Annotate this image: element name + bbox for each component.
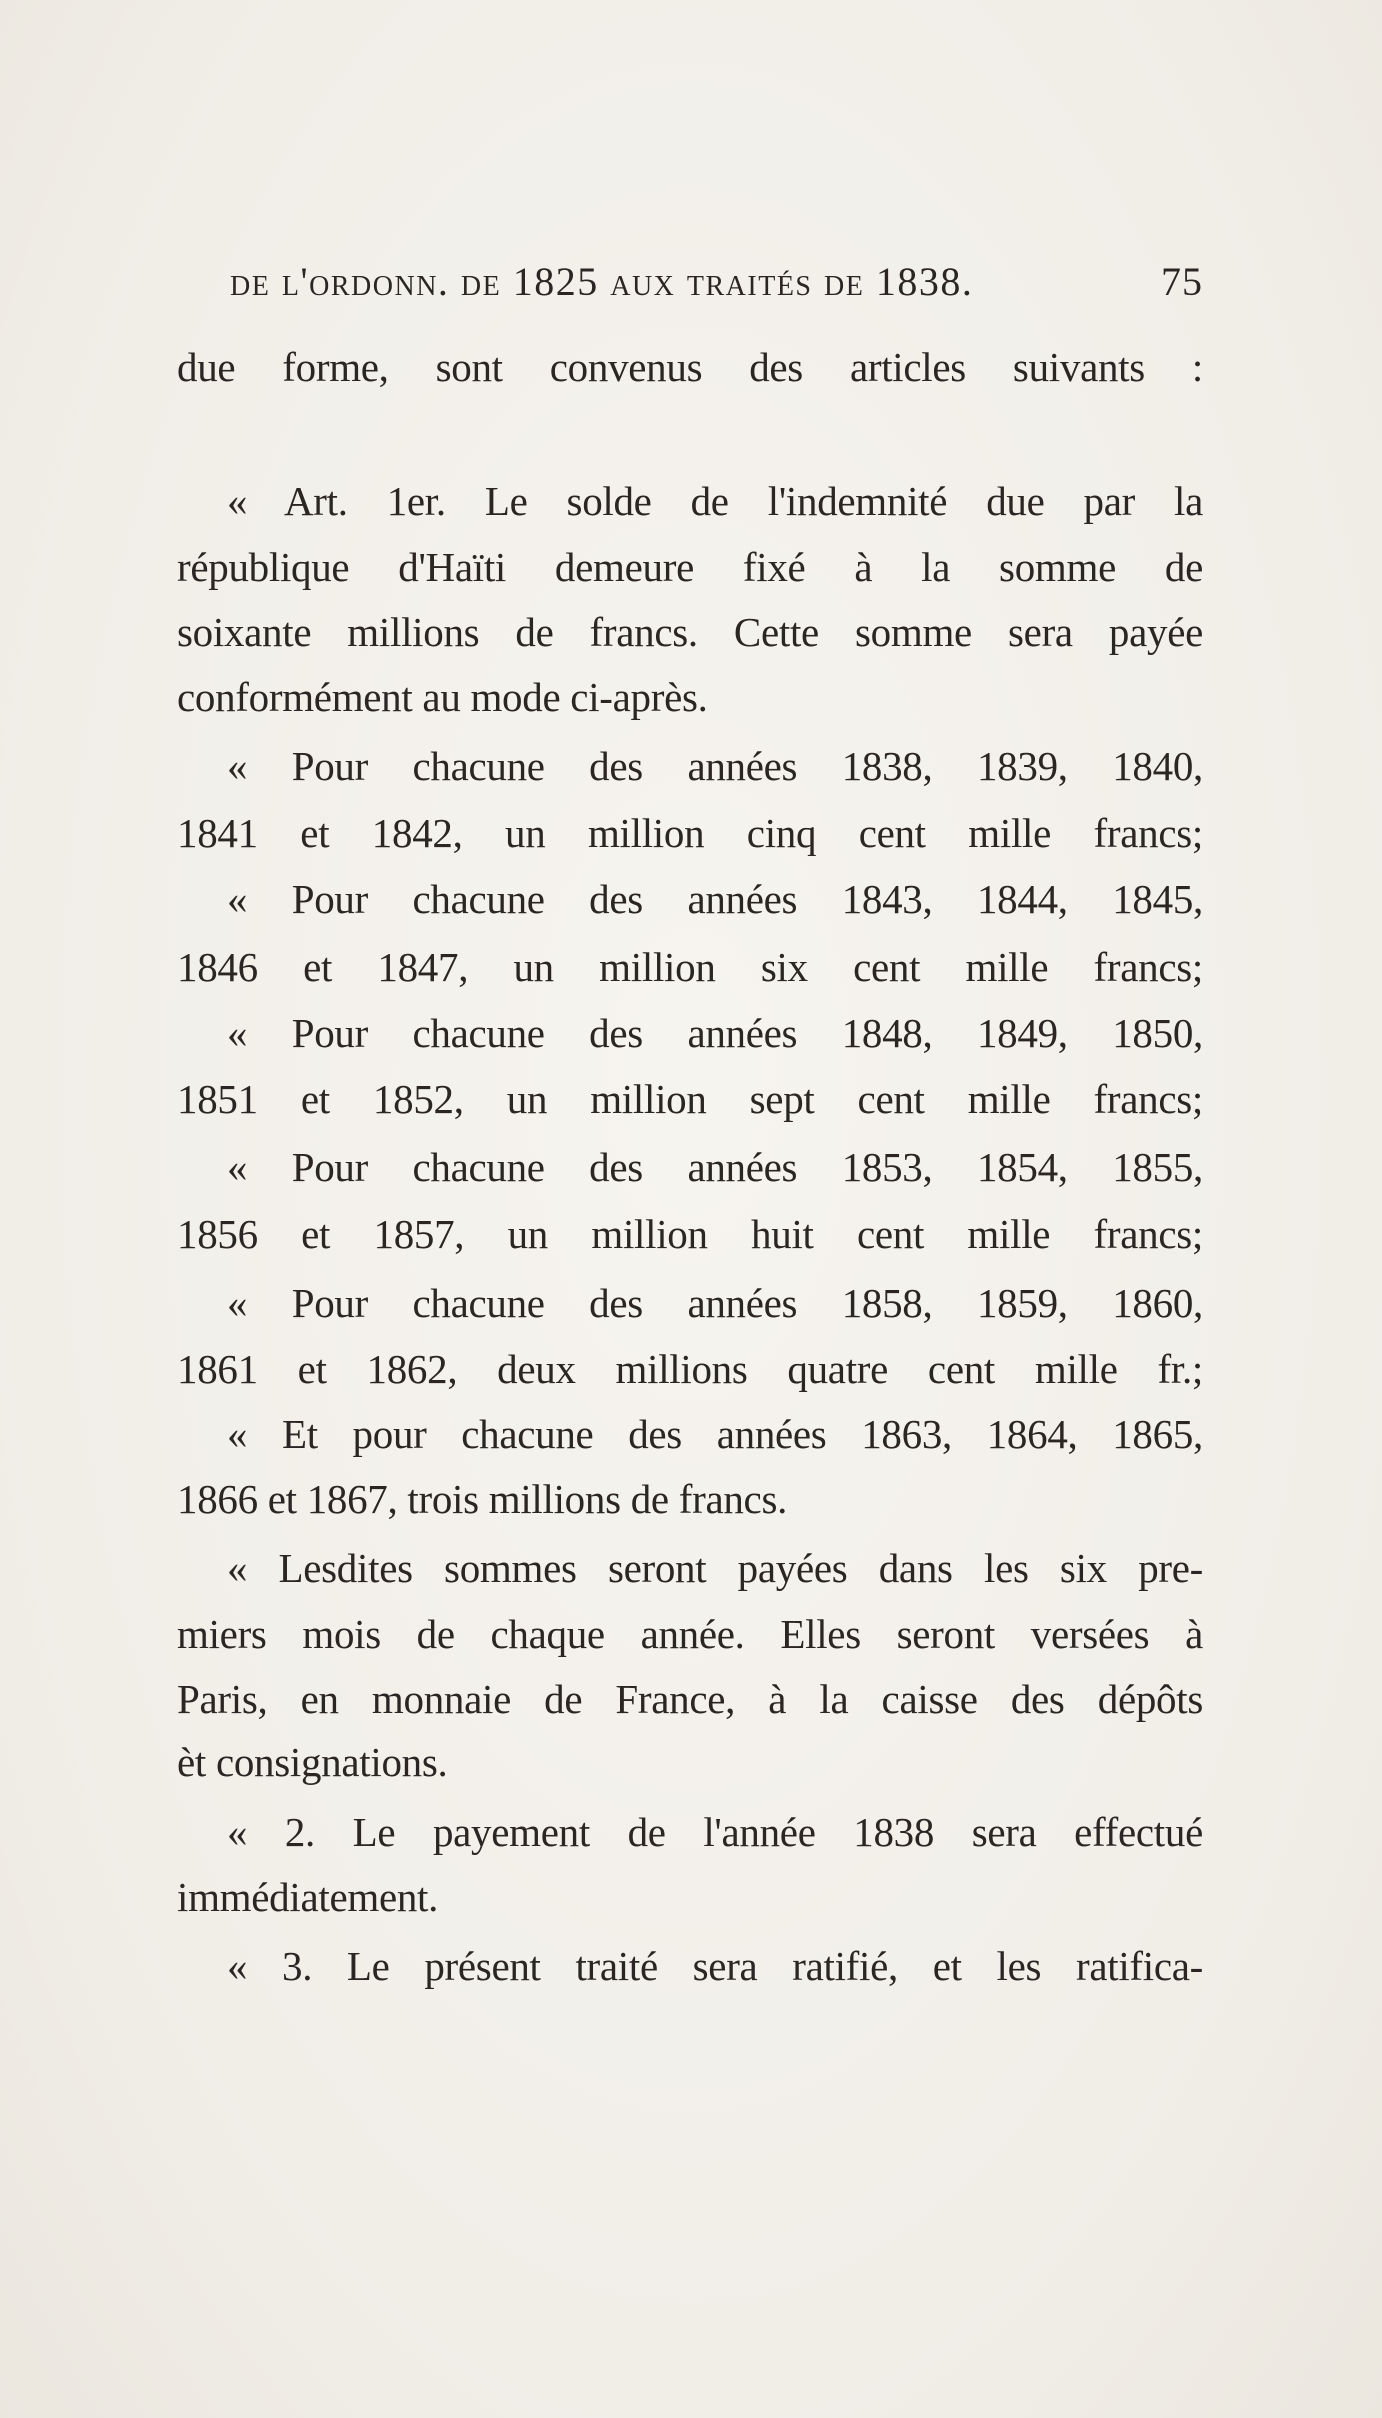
text-line: « Pour chacune des années 1853, 1854, 1855, [227,1144,1203,1190]
text-line: « Pour chacune des années 1843, 1844, 1845, [227,876,1203,922]
text-line: miers mois de chaque année. Elles seront versées à [177,1611,1203,1657]
text-line: « 2. Le payement de l'année 1838 sera effectué [227,1809,1203,1855]
text-line: 1866 et 1867, trois millions de francs. [177,1476,788,1522]
text-line: 1861 et 1862, deux millions quatre cent mille fr.; [177,1346,1203,1392]
text-line: république d'Haïti demeure fixé à la somme de [177,544,1203,590]
text-line: due forme, sont convenus des articles suivants : [177,344,1203,390]
text-line: 1856 et 1857, un million huit cent mille francs; [177,1211,1203,1257]
text-line: immédiatement. [177,1874,439,1920]
text-line: « Pour chacune des années 1848, 1849, 1850, [227,1010,1203,1056]
text-line: 1851 et 1852, un million sept cent mille francs; [177,1076,1203,1122]
text-line: « Pour chacune des années 1838, 1839, 1840, [227,743,1203,789]
text-line: soixante millions de francs. Cette somme sera payée [177,609,1203,655]
text-line: 1841 et 1842, un million cinq cent mille francs; [177,810,1203,856]
text-line: èt consignations. [177,1739,448,1785]
text-line: « Art. 1er. Le solde de l'indemnité due par la [227,478,1203,524]
text-line: « Lesdites sommes seront payées dans les six pre- [227,1545,1203,1591]
running-title: de l'ordonn. de 1825 aux traités de 1838. [230,259,974,304]
text-line: « Pour chacune des années 1858, 1859, 1860, [227,1280,1203,1326]
page-number: 75 [1161,259,1203,304]
text-line: Paris, en monnaie de France, à la caisse des dépôts [177,1676,1203,1722]
running-header [230,258,1203,314]
text-line: « 3. Le présent traité sera ratifié, et les ratifica- [227,1943,1203,1989]
text-line: « Et pour chacune des années 1863, 1864, 1865, [227,1411,1203,1457]
text-line: 1846 et 1847, un million six cent mille francs; [177,944,1203,990]
text-line: conformément au mode ci-après. [177,674,708,720]
